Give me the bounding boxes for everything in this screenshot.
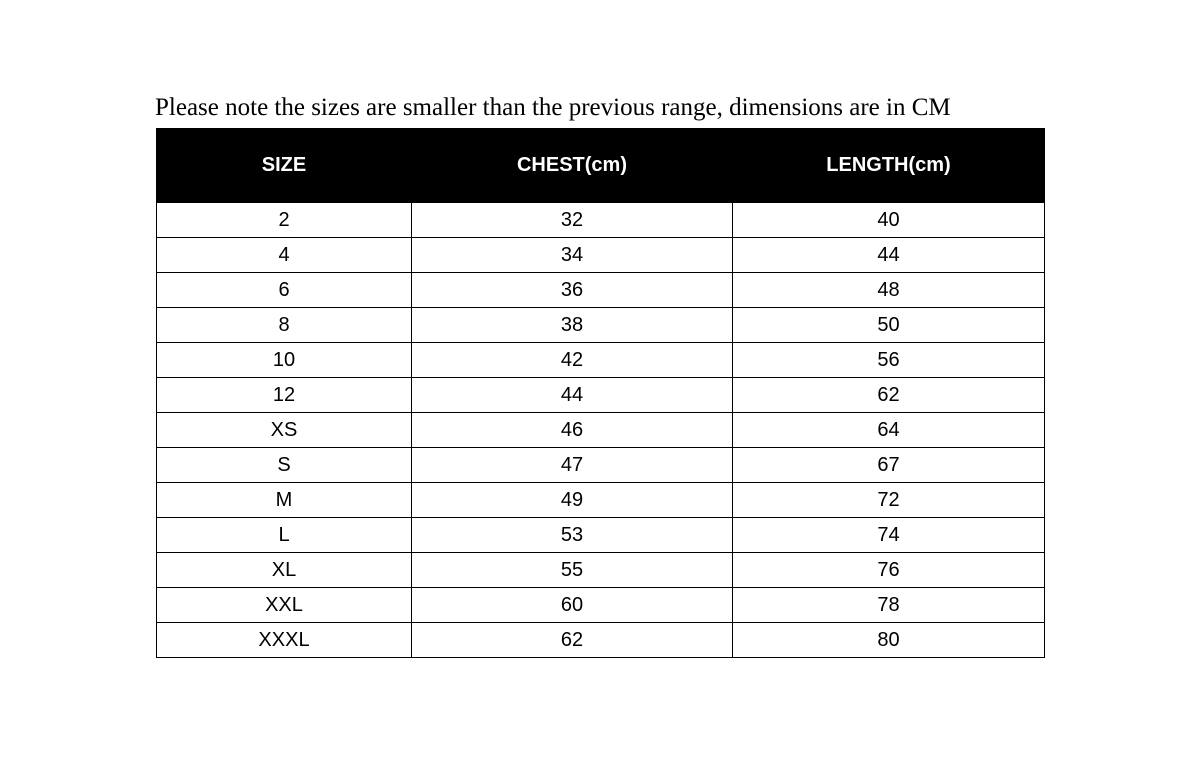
cell-length: 50 [733, 308, 1045, 343]
cell-length: 48 [733, 273, 1045, 308]
cell-chest: 55 [412, 553, 733, 588]
cell-length: 76 [733, 553, 1045, 588]
table-row [157, 378, 1045, 413]
table-row [157, 238, 1045, 273]
cell-size: XL [157, 553, 412, 588]
size-note: Please note the sizes are smaller than the previous range, dimensions are in CM [155, 94, 951, 121]
cell-length: 78 [733, 588, 1045, 623]
cell-chest: 53 [412, 518, 733, 553]
table-row [157, 343, 1045, 378]
cell-chest: 44 [412, 378, 733, 413]
cell-length: 44 [733, 238, 1045, 273]
cell-size: 10 [157, 343, 412, 378]
table-row [157, 623, 1045, 658]
table-row [157, 553, 1045, 588]
size-chart-table [156, 128, 1045, 658]
table-row [157, 448, 1045, 483]
cell-size: XS [157, 413, 412, 448]
cell-length: 72 [733, 483, 1045, 518]
table-row [157, 413, 1045, 448]
cell-chest: 49 [412, 483, 733, 518]
table-row [157, 308, 1045, 343]
table-row [157, 273, 1045, 308]
cell-length: 56 [733, 343, 1045, 378]
cell-size: XXXL [157, 623, 412, 658]
cell-chest: 34 [412, 238, 733, 273]
cell-chest: 32 [412, 203, 733, 238]
cell-size: 2 [157, 203, 412, 238]
header-chest: CHEST(cm) [412, 129, 733, 203]
header-size: SIZE [157, 129, 412, 203]
cell-length: 67 [733, 448, 1045, 483]
cell-size: 8 [157, 308, 412, 343]
cell-size: 12 [157, 378, 412, 413]
table-row [157, 588, 1045, 623]
cell-size: M [157, 483, 412, 518]
table-row [157, 483, 1045, 518]
table-header [157, 129, 1045, 203]
cell-length: 80 [733, 623, 1045, 658]
table-row [157, 203, 1045, 238]
cell-size: 6 [157, 273, 412, 308]
cell-size: S [157, 448, 412, 483]
cell-length: 62 [733, 378, 1045, 413]
table-body [157, 203, 1045, 658]
cell-chest: 47 [412, 448, 733, 483]
cell-length: 74 [733, 518, 1045, 553]
cell-size: 4 [157, 238, 412, 273]
cell-chest: 62 [412, 623, 733, 658]
cell-length: 64 [733, 413, 1045, 448]
cell-length: 40 [733, 203, 1045, 238]
cell-size: XXL [157, 588, 412, 623]
cell-chest: 38 [412, 308, 733, 343]
cell-size: L [157, 518, 412, 553]
table-row [157, 518, 1045, 553]
header-row [157, 129, 1045, 203]
cell-chest: 60 [412, 588, 733, 623]
cell-chest: 36 [412, 273, 733, 308]
cell-chest: 42 [412, 343, 733, 378]
header-length: LENGTH(cm) [733, 129, 1045, 203]
cell-chest: 46 [412, 413, 733, 448]
